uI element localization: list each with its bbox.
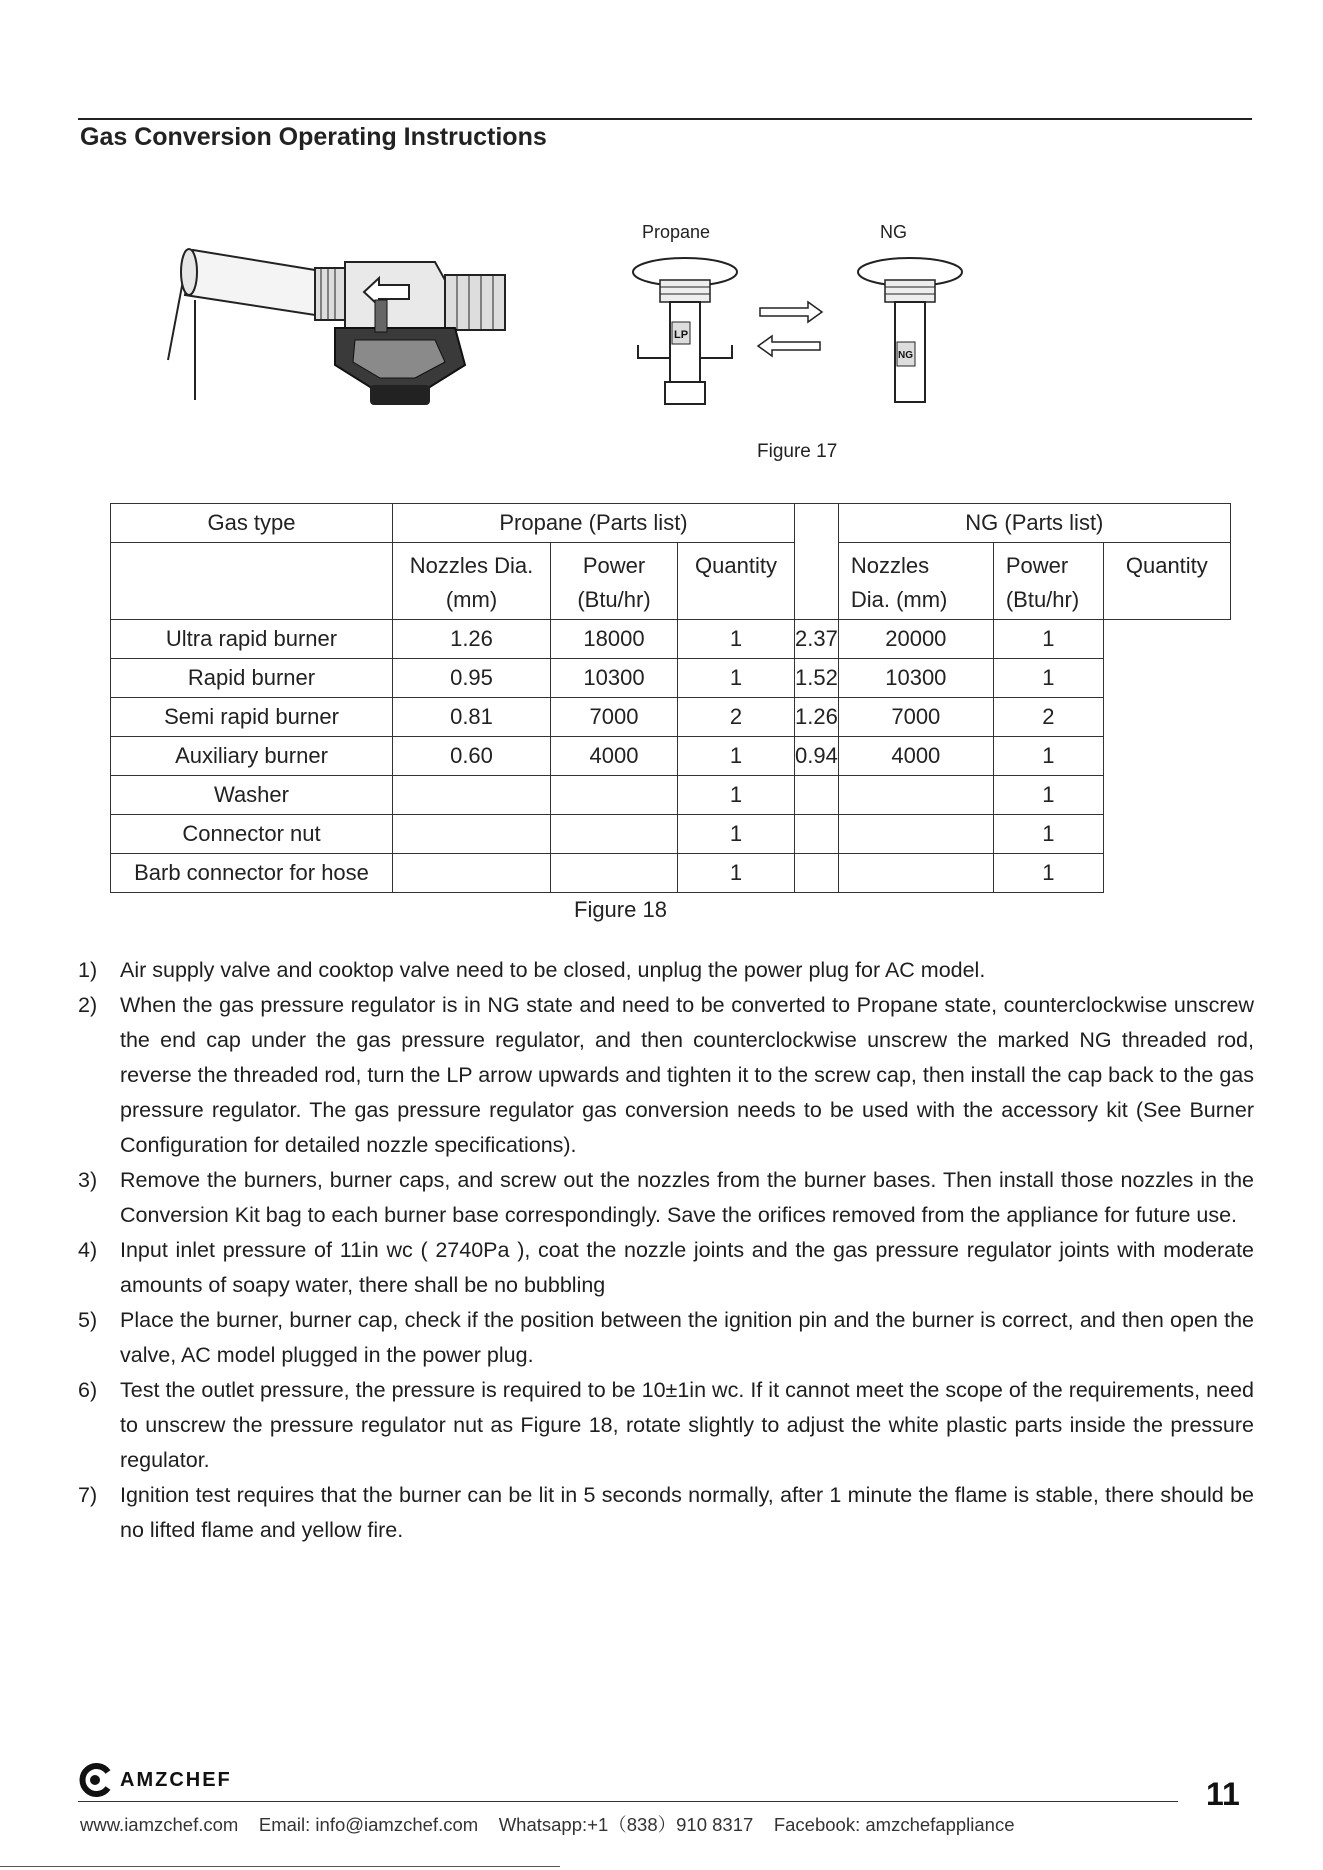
ng-nozzle-cell — [795, 815, 839, 854]
step-item — [78, 1478, 1254, 1548]
figure-17-caption: Figure 17 — [757, 441, 838, 462]
propane-nozzle-cell — [393, 776, 551, 815]
website-link[interactable]: www.iamzchef.com — [80, 1814, 239, 1835]
step-item — [78, 1303, 1254, 1373]
step-text: Test the outlet pressure, the pressure is required to be 10±1in wc. If it cannot meet the scope of the requirements, need to unscrew the pressure regulator nut as Figure 18, rotate slightly to adjust the white plastic parts inside the pressure regulator. — [120, 1378, 1254, 1472]
burner-name-cell: Washer — [111, 776, 393, 815]
parts-table — [110, 503, 1231, 893]
nozzle-diagram — [630, 250, 970, 415]
propane-qty-header: Quantity — [678, 543, 795, 620]
ng-nozzle-cell: 0.94 — [795, 737, 839, 776]
step-text: Air supply valve and cooktop valve need to be closed, unplug the power plug for AC model. — [120, 958, 986, 982]
step-text: Place the burner, burner cap, check if the position between the ignition pin and the burner is correct, and then open the valve, AC model plugged in the power plug. — [120, 1308, 1254, 1367]
ng-power-cell — [838, 854, 993, 893]
step-text: Remove the burners, burner caps, and screw out the nozzles from the burner bases. Then install those nozzles in the Conversion Kit bag to each burner base correspondingly. Save the orifices removed from the appliance for future use. — [120, 1168, 1254, 1227]
step-item — [78, 953, 1254, 988]
table-row — [111, 815, 1231, 854]
ng-nozzle-cell: 2.37 — [795, 620, 839, 659]
propane-power-header: Power (Btu/hr) — [551, 543, 678, 620]
propane-nozzle-cell: 0.81 — [393, 698, 551, 737]
brand-name: AMZCHEF — [120, 1768, 232, 1791]
column-gap — [795, 504, 839, 620]
ng-nozzle-cell: 1.52 — [795, 659, 839, 698]
propane-nozzle-cell — [393, 815, 551, 854]
ng-qty-cell: 1 — [993, 737, 1103, 776]
facebook-contact: Facebook: amzchefappliance — [773, 1814, 1015, 1835]
burner-name-cell: Barb connector for hose — [111, 854, 393, 893]
step-number: 7) — [78, 1483, 98, 1507]
propane-qty-cell: 2 — [678, 698, 795, 737]
propane-power-cell: 7000 — [551, 698, 678, 737]
propane-power-cell — [551, 854, 678, 893]
header-rule — [78, 118, 1252, 120]
ng-power-cell: 7000 — [838, 698, 993, 737]
propane-nozzle-cell: 1.26 — [393, 620, 551, 659]
propane-qty-cell: 1 — [678, 620, 795, 659]
blank-subheader — [111, 543, 393, 620]
step-item — [78, 1373, 1254, 1478]
propane-nozzle-cell: 0.60 — [393, 737, 551, 776]
step-number: 6) — [78, 1378, 98, 1402]
page-number: 11 — [1206, 1776, 1240, 1812]
step-text: When the gas pressure regulator is in NG state and need to be converted to Propane state, counterclockwise unscrew the end cap under the gas pressure regulator, and then counterclockwise unscrew the marked NG threaded rod, reverse the threaded rod, turn the LP arrow upwards and tighten it to the screw cap, then install the cap back to the gas pressure regulator. The gas pressure regulator gas conversion needs to be used with the accessory kit (See Burner Configuration for detailed nozzle specifications). — [120, 993, 1254, 1157]
page-title: Gas Conversion Operating Instructions — [80, 123, 547, 151]
whatsapp-contact: Whatsapp:+1（838）910 8317 — [498, 1814, 754, 1835]
ng-nozzle-cell — [795, 854, 839, 893]
step-item — [78, 988, 1254, 1163]
table-row — [111, 776, 1231, 815]
burner-name-cell: Semi rapid burner — [111, 698, 393, 737]
figure-18-caption: Figure 18 — [574, 897, 667, 922]
step-number: 1) — [78, 958, 98, 982]
ng-power-cell: 20000 — [838, 620, 993, 659]
gas-regulator-illustration — [165, 240, 535, 415]
nozzle-conversion-illustration — [630, 220, 970, 410]
step-number: 3) — [78, 1168, 98, 1192]
ng-qty-cell: 1 — [993, 776, 1103, 815]
propane-label: Propane — [642, 222, 711, 242]
ng-qty-cell: 1 — [993, 815, 1103, 854]
burner-name-cell: Ultra rapid burner — [111, 620, 393, 659]
table-row — [111, 698, 1231, 737]
amzchef-logo-icon — [78, 1762, 114, 1798]
step-number: 5) — [78, 1308, 98, 1332]
ng-qty-header: Quantity — [1103, 543, 1230, 620]
propane-qty-cell: 1 — [678, 815, 795, 854]
burner-name-cell: Auxiliary burner — [111, 737, 393, 776]
table-row — [111, 854, 1231, 893]
propane-power-cell: 4000 — [551, 737, 678, 776]
ng-power-cell: 4000 — [838, 737, 993, 776]
step-item — [78, 1163, 1254, 1233]
propane-power-cell — [551, 815, 678, 854]
ng-label: NG — [880, 222, 907, 242]
table-subheader-row — [111, 543, 1231, 620]
ng-power-header: Power (Btu/hr) — [993, 543, 1103, 620]
ng-power-cell — [838, 776, 993, 815]
instruction-steps — [78, 953, 1254, 1548]
ng-power-cell — [838, 815, 993, 854]
ng-nozzle-cell: 1.26 — [795, 698, 839, 737]
propane-power-cell: 18000 — [551, 620, 678, 659]
table-row — [111, 737, 1231, 776]
propane-qty-cell: 1 — [678, 737, 795, 776]
email-link[interactable]: Email: info@iamzchef.com — [258, 1814, 479, 1835]
step-text: Ignition test requires that the burner can be lit in 5 seconds normally, after 1 minute the flame is stable, there should be no lifted flame and yellow fire. — [120, 1483, 1254, 1542]
ng-qty-cell: 1 — [993, 854, 1103, 893]
step-number: 4) — [78, 1238, 98, 1262]
ng-nozzle-header: Nozzles Dia. (mm) — [838, 543, 993, 620]
propane-qty-cell: 1 — [678, 776, 795, 815]
propane-nozzle-cell: 0.95 — [393, 659, 551, 698]
ng-nozzle-cell — [795, 776, 839, 815]
footer-rule — [78, 1801, 1178, 1802]
step-number: 2) — [78, 993, 98, 1017]
ng-qty-cell: 1 — [993, 620, 1103, 659]
burner-name-cell: Connector nut — [111, 815, 393, 854]
propane-power-cell — [551, 776, 678, 815]
propane-nozzle-header: Nozzles Dia. (mm) — [393, 543, 551, 620]
propane-nozzle-cell — [393, 854, 551, 893]
footer-contact — [80, 1811, 1015, 1837]
propane-power-cell: 10300 — [551, 659, 678, 698]
lp-mark: LP — [674, 329, 689, 341]
burner-name-cell: Rapid burner — [111, 659, 393, 698]
brand-logo — [78, 1762, 232, 1798]
table-header-row — [111, 504, 1231, 543]
ng-power-cell: 10300 — [838, 659, 993, 698]
propane-qty-cell: 1 — [678, 854, 795, 893]
table-row — [111, 620, 1231, 659]
ng-qty-cell: 2 — [993, 698, 1103, 737]
ng-qty-cell: 1 — [993, 659, 1103, 698]
table-row — [111, 659, 1231, 698]
propane-header: Propane (Parts list) — [393, 504, 795, 543]
step-item — [78, 1233, 1254, 1303]
bottom-edge-rule — [0, 1866, 560, 1867]
gas-type-header: Gas type — [111, 504, 393, 543]
step-text: Input inlet pressure of 11in wc ( 2740Pa ), coat the nozzle joints and the gas pressure regulator joints with moderate amounts of soapy water, there shall be no bubbling — [120, 1238, 1254, 1297]
ng-header: NG (Parts list) — [838, 504, 1230, 543]
propane-qty-cell: 1 — [678, 659, 795, 698]
ng-mark: NG — [898, 350, 913, 361]
